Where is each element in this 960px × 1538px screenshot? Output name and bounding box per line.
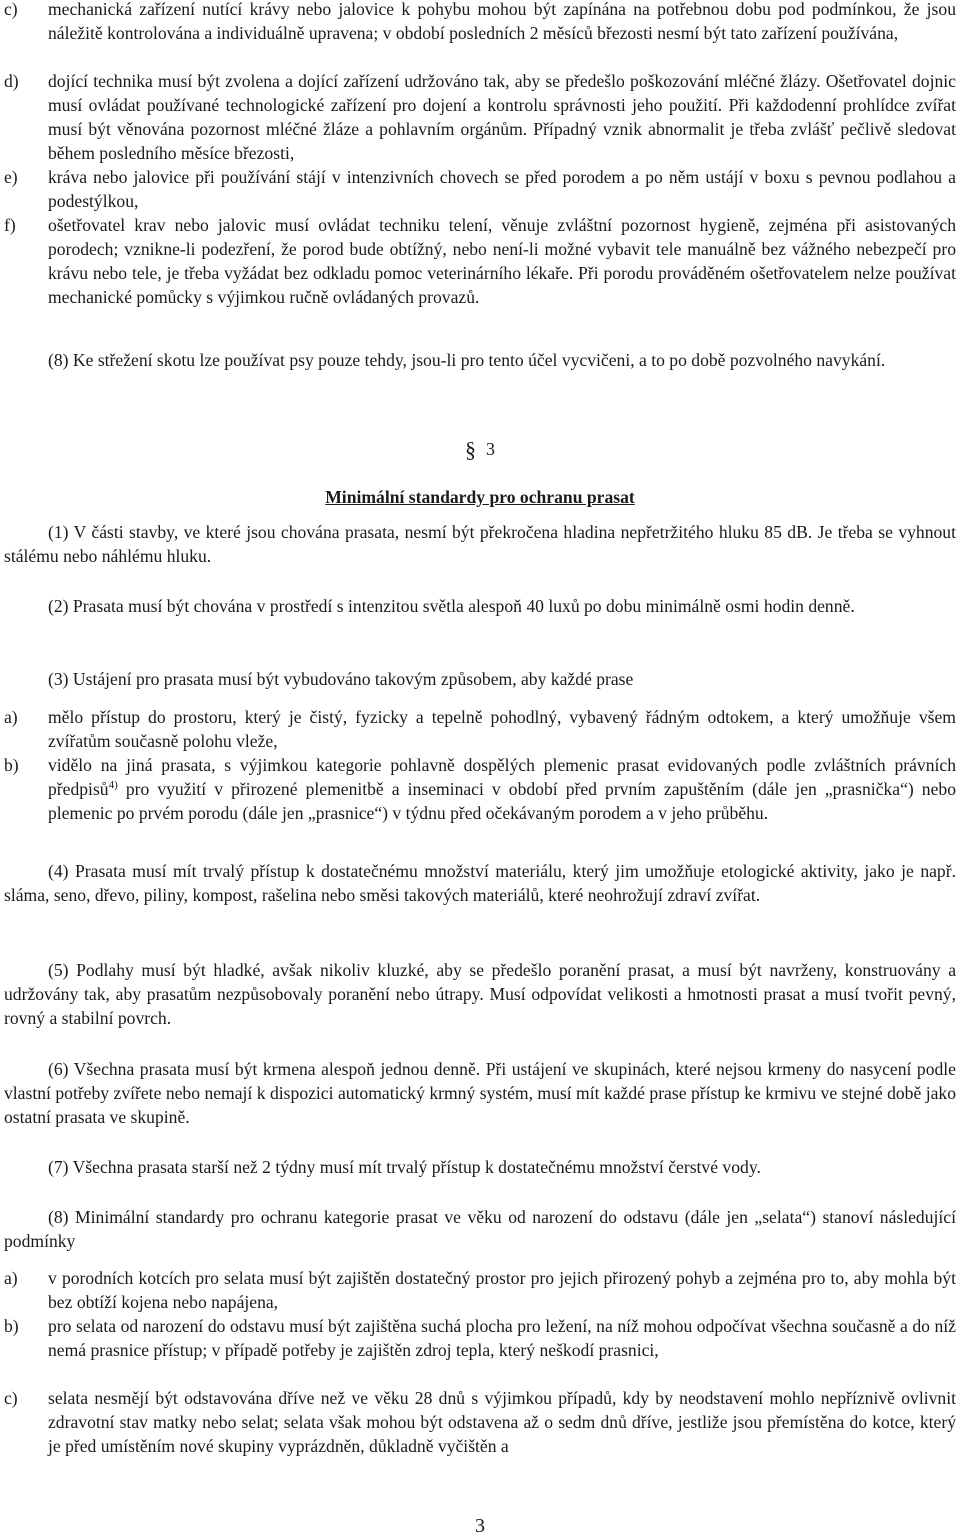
paragraph-3	[4, 667, 956, 691]
list-item-a	[4, 705, 956, 753]
list-item-text: selata nesmějí být odstavována dříve než ve věku 28 dnů s výjimkou případů, kdy by neodstavení mohlo nepříznivě ovlivnit zdravotní stav matky nebo selat; selata však mohou být odstavena až o sedm dnů dříve, jestliže jsou přemístěna do kotce, který je před umístěním nové skupiny vyprázdněn, důkladně vyčištěn a	[48, 1388, 956, 1456]
list-item-label: a)	[4, 1268, 18, 1288]
paragraph-text: (8) Ke střežení skotu lze používat psy pouze tehdy, jsou-li pro tento účel vycvičeni, a to po době pozvolného navykání.	[48, 350, 886, 370]
list-item-text: v porodních kotcích pro selata musí být zajištěn dostatečný prostor pro jejich přirozený pohyb a zejména pro to, aby mohla být bez obtíží kojena nebo napájena,	[48, 1268, 956, 1312]
paragraph-8	[4, 1205, 956, 1253]
list-item-e	[4, 165, 956, 213]
footnote-reference[interactable]: 4)	[108, 779, 118, 791]
paragraph-text: (6) Všechna prasata musí být krmena alespoň jednou denně. Při ustájení ve skupinách, které nejsou krmeny do nasycení podle vlastní potřeby zvířete nebo nemají k dispozici automatický krmný systém, musí mít každé prase přístup ke krmivu ve stejné době jako ostatní prasata ve skupině.	[4, 1059, 956, 1127]
section-number-value: 3	[486, 439, 495, 459]
list-item-text-start: vidělo na jiná prasata, s výjimkou kategorie pohlavně dospělých plemenic prasat evidovaných podle zvláštních právních předpisů	[48, 755, 956, 799]
paragraph-text: (7) Všechna prasata starší než 2 týdny musí mít trvalý přístup k dostatečnému množství čerstvé vody.	[48, 1157, 761, 1177]
paragraph-7	[4, 1155, 956, 1179]
list-item-d	[4, 69, 956, 165]
list-item-text-end: pro využití v přirozené plemenitbě a inseminaci v období před prvním zapuštěním (dále jen „prasnička“) nebo plemenic po prvém porodu (dále jen „prasnice“) v týdnu před očekávaným porodem a v jeho průběhu.	[48, 779, 956, 823]
list-item-label: d)	[4, 71, 19, 91]
paragraph-6	[4, 1057, 956, 1129]
paragraph-1	[4, 520, 956, 568]
section-sign: §	[465, 437, 476, 462]
section-title: Minimální standardy pro ochranu prasat	[325, 487, 635, 507]
list-item-text: kráva nebo jalovice při používání stájí v intenzivních chovech se před porodem a po něm ustájí v boxu s pevnou podlahou a podestýlkou,	[48, 167, 956, 211]
paragraph-text: (5) Podlahy musí být hladké, avšak nikoliv kluzké, aby se předešlo poranění prasat, a musí být navrženy, konstruovány a udržovány tak, aby prasatům nezpůsobovaly poranění nebo útrapy. Musí odpovídat velikosti a hmotnosti prasat a musí tvořit pevný, rovný a stabilní povrch.	[4, 960, 956, 1028]
list-item-label: e)	[4, 167, 18, 187]
paragraph-5	[4, 958, 956, 1030]
list-item-text: ošetřovatel krav nebo jalovic musí ovládat techniku telení, věnuje zvláštní pozornost hygieně, zejména při asistovaných porodech; vznikne-li podezření, že porod bude obtížný, nebo není-li možné vybavit tele manuálně bez vážného nebezpečí pro krávu nebo tele, je třeba vyžádat bez odkladu pomoc veterinárního lékaře. Při porodu prováděném ošetřovatelem nelze používat mechanické pomůcky s výjimkou ručně ovládaných provazů.	[48, 215, 956, 307]
paragraph-text: (1) V části stavby, ve které jsou chována prasata, nesmí být překročena hladina nepřetržitého hluku 85 dB. Je třeba se vyhnout stálému nebo náhlému hluku.	[4, 522, 956, 566]
section-number	[0, 437, 960, 462]
list-item-f	[4, 213, 956, 309]
page-number: 3	[475, 1515, 485, 1537]
paragraph-text: (2) Prasata musí být chována v prostředí s intenzitou světla alespoň 40 luxů po dobu minimálně osmi hodin denně.	[48, 596, 855, 616]
list-item-label: a)	[4, 707, 18, 727]
list-item-label: f)	[4, 215, 16, 235]
list-item-text: dojící technika musí být zvolena a dojící zařízení udržováno tak, aby se předešlo poškozování mléčné žlázy. Ošetřovatel dojnic musí ovládat používané technologické zařízení pro dojení a kontrolu správnosti jeho použití. Při každodenní prohlídce zvířat musí být věnována pozornost mléčné žláze a pohlavním orgánům. Případný vznik abnormalit je třeba zvlášť pečlivě sledovat během posledního měsíce březosti,	[48, 71, 956, 163]
list-item-c	[4, 0, 956, 45]
paragraph-2	[4, 594, 956, 618]
list-item-text: mechanická zařízení nutící krávy nebo jalovice k pohybu mohou být zapínána na potřebnou dobu pod podmínkou, že jsou náležitě kontrolována a individuálně upravena; v období posledních 2 měsíců březosti nesmí být tato zařízení používána,	[48, 0, 956, 43]
paragraph-4	[4, 859, 956, 907]
list-item-label: c)	[4, 1388, 18, 1408]
list-item-c	[4, 1386, 956, 1458]
list-item-text: mělo přístup do prostoru, který je čistý, fyzicky a tepelně pohodlný, vybavený řádným odtokem, a který umožňuje všem zvířatům současně polohu vleže,	[48, 707, 956, 751]
list-item-text: pro selata od narození do odstavu musí být zajištěna suchá plocha pro ležení, na níž mohou odpočívat všechna současně a do níž nemá prasnice přístup; v případě potřeby je zajištěn zdroj tepla, který neškodí prasnici,	[48, 1316, 956, 1360]
list-item-b	[4, 1314, 956, 1362]
list-item-b	[4, 753, 956, 825]
list-item-label: b)	[4, 1316, 19, 1336]
paragraph-text: (4) Prasata musí mít trvalý přístup k dostatečnému množství materiálu, který jim umožňuje etologické aktivity, jako je např. sláma, seno, dřevo, piliny, kompost, rašelina nebo směsi takových materiálů, které neohrožují zdraví zvířat.	[4, 861, 956, 905]
list-item-label: c)	[4, 0, 18, 19]
paragraph-text: (8) Minimální standardy pro ochranu kategorie prasat ve věku od narození do odstavu (dále jen „selata“) stanoví následující podmínky	[4, 1207, 956, 1251]
list-item-label: b)	[4, 755, 19, 775]
list-item-a	[4, 1266, 956, 1314]
paragraph-text: (3) Ustájení pro prasata musí být vybudováno takovým způsobem, aby každé prase	[48, 669, 634, 689]
paragraph-8-dogs	[4, 348, 956, 372]
